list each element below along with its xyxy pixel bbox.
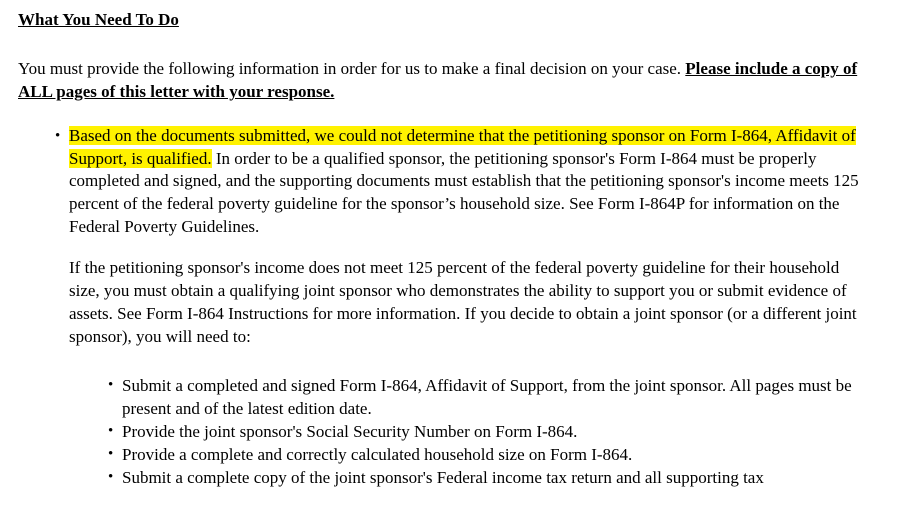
sub-list-item [108,466,897,489]
sub-list-item [108,374,897,420]
section-heading: What You Need To Do [18,10,179,29]
intro-text: You must provide the following information in order for us to make a final decision on your case. [18,59,686,78]
sub-list-item [108,420,897,443]
highlighted-text: Based on the documents submitted, we could not determine that the petitioning sponsor on Form I-864, Affidavit of Support, is qualified. [69,126,856,168]
bullet-icon: • [108,377,114,393]
joint-sponsor-paragraph: If the petitioning sponsor's income does not meet 125 percent of the federal poverty guideline for their household size, you must obtain a qualifying joint sponsor who demonstrates the ability to support you or submit evidence of assets. See Form I-864 Instructions for more information. If you decide to obtain a joint sponsor (or a different joint sponsor), you will need to: [69,258,857,346]
bullet-icon: • [108,469,114,485]
sub-list-item-text: Submit a completed and signed Form I-864, Affidavit of Support, from the joint sponsor. All pages must be present and of the latest edition date. [122,376,852,418]
bullet-rest-text: In order to be a qualified sponsor, the petitioning sponsor's Form I-864 must be properly completed and signed, and the supporting documents must establish that the petitioning sponsor's income meets 125 percent of the federal poverty guideline for the sponsor’s household size. See Form I-864P for information on the Federal Poverty Guidelines. [69,148,859,236]
bullet-item-qualified-sponsor [55,125,885,239]
intro-emphasis: Please include a copy of ALL pages of this letter with your response. [18,59,858,101]
bullet-icon: • [108,423,114,439]
sub-list-item-text: Provide a complete and correctly calculated household size on Form I-864. [122,445,633,464]
bullet-text [69,125,885,239]
bullet-icon: • [55,128,61,144]
sub-list-item [108,443,897,466]
intro-paragraph [18,57,888,103]
bullet-icon: • [108,446,114,462]
sub-list-item-text: Submit a complete copy of the joint sponsor's Federal income tax return and all supporting tax [122,468,764,487]
sub-list-item-text: Provide the joint sponsor's Social Security Number on Form I-864. [122,422,578,441]
